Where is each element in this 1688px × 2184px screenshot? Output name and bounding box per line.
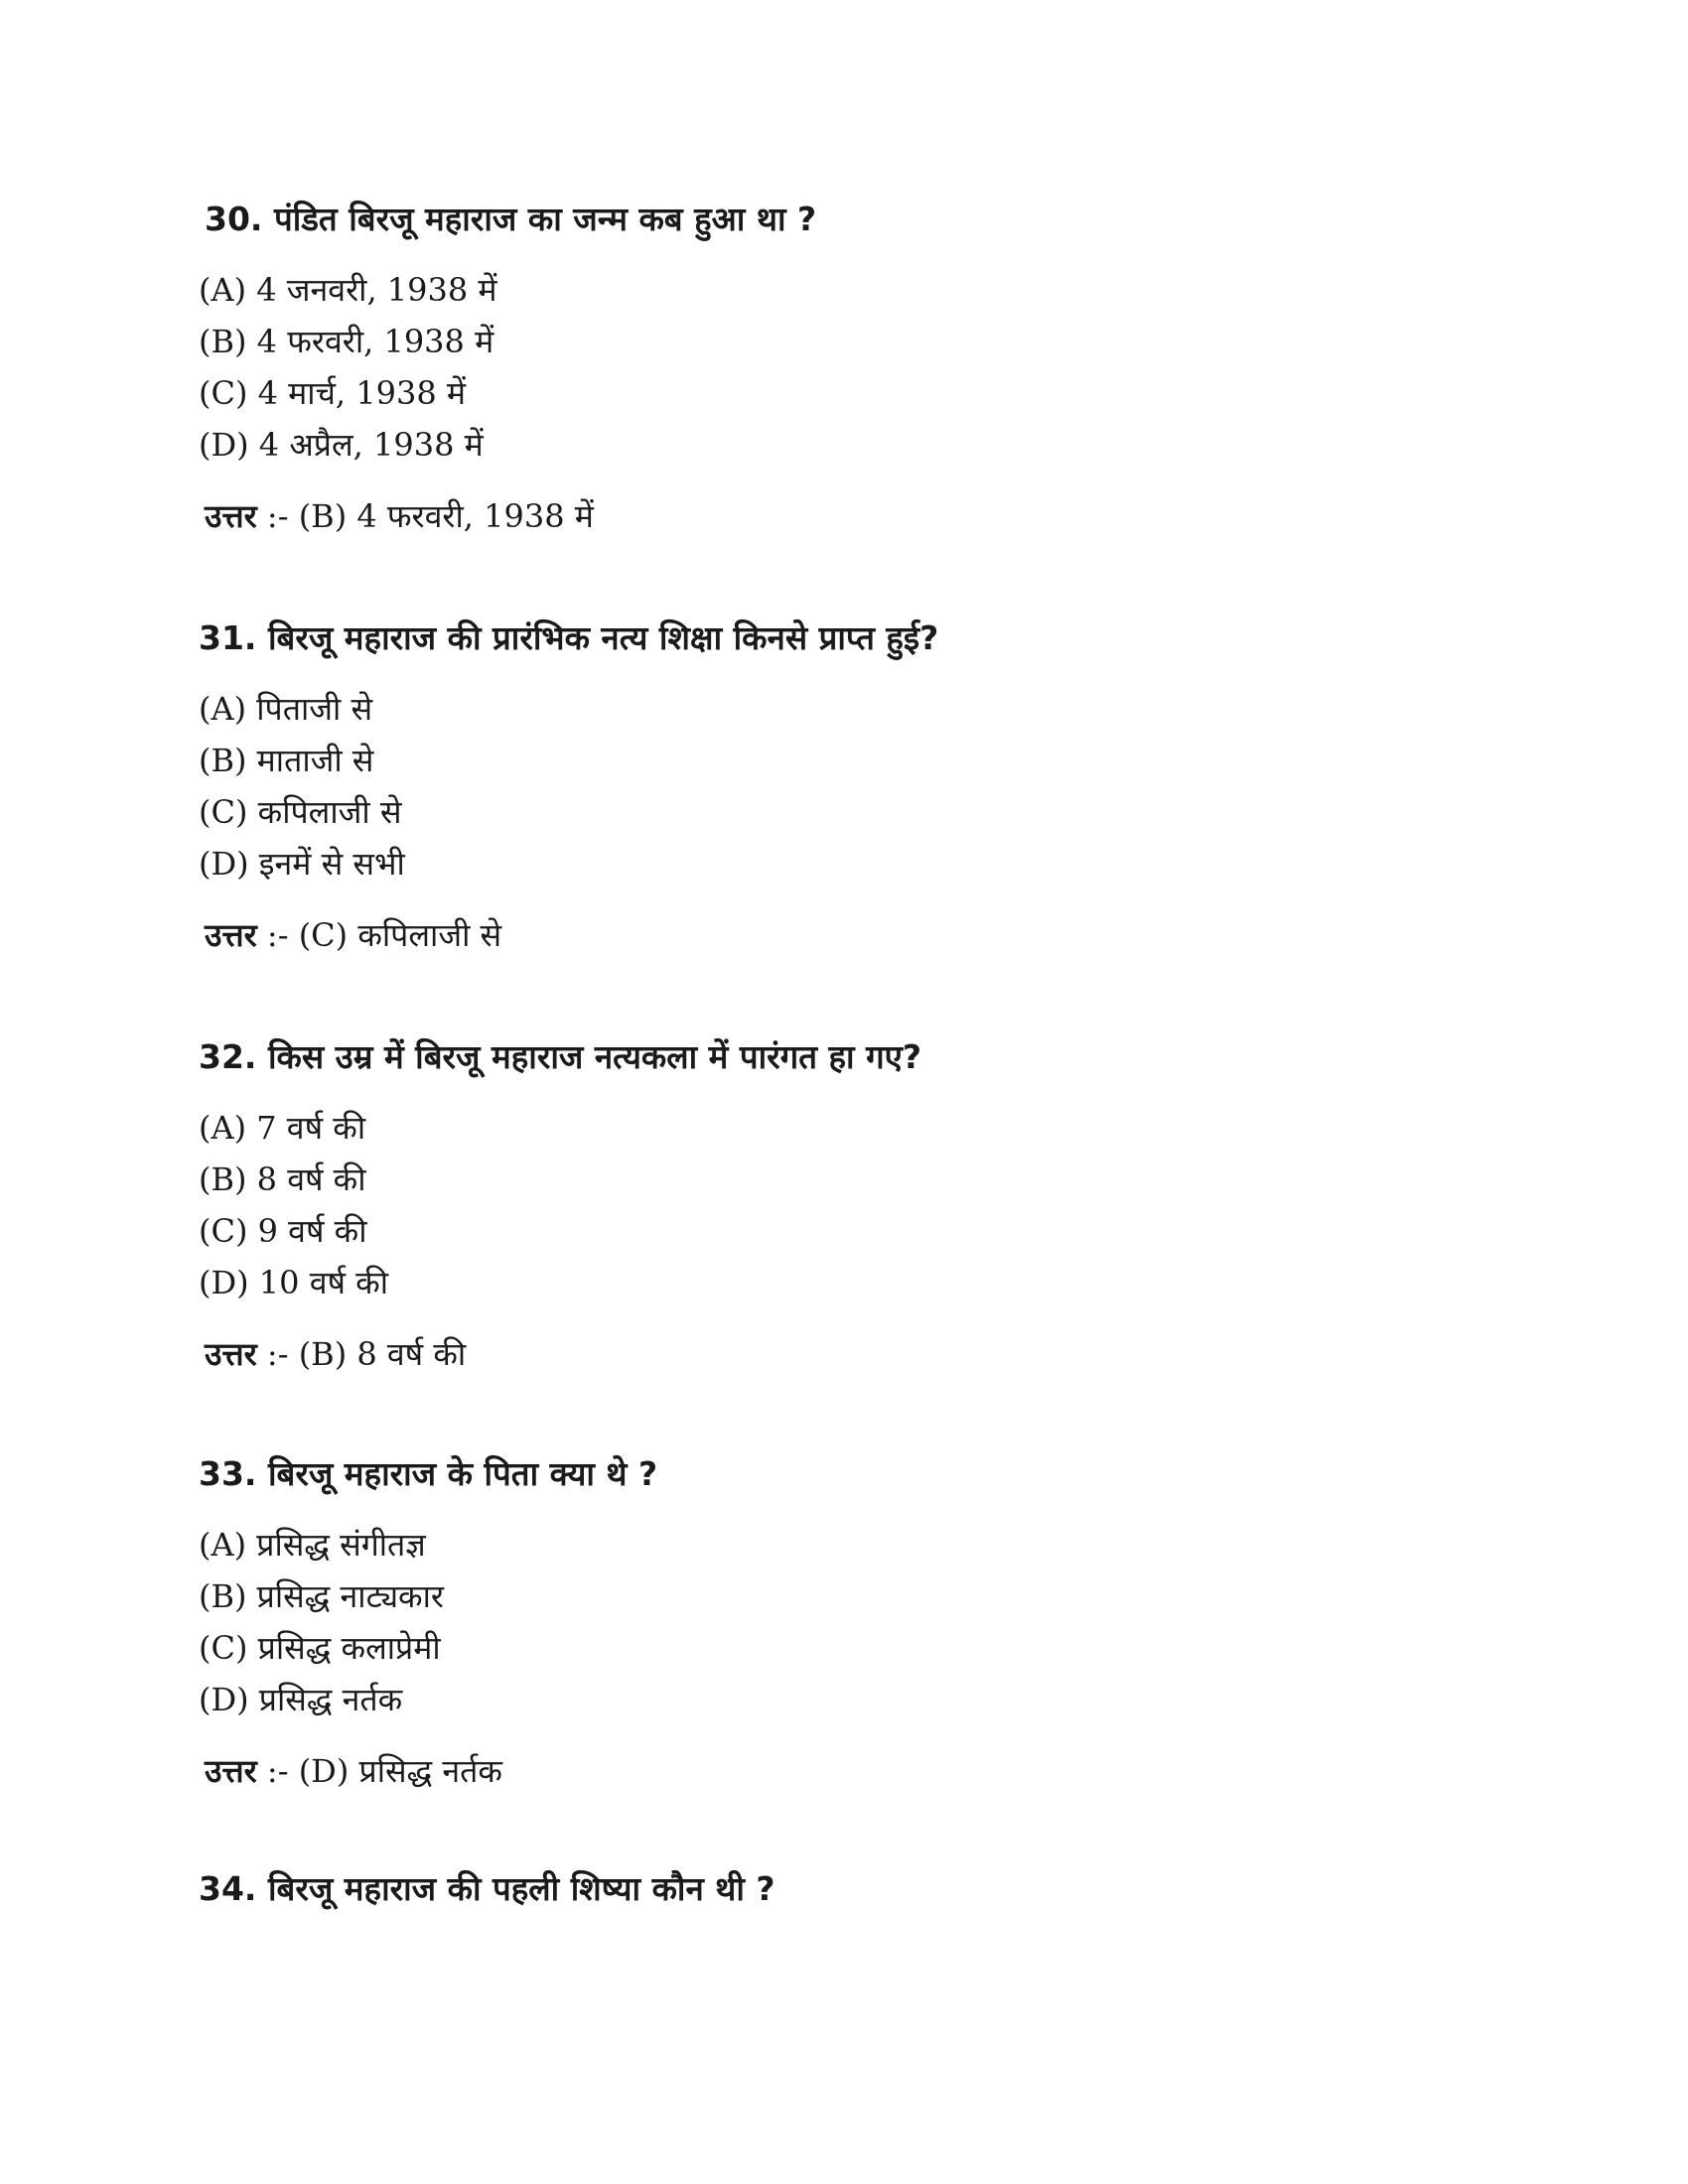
question-title: 34. बिरजू महाराज की पहली शिष्या कौन थी ? [199, 1869, 775, 1908]
option-d: (D) 4 अप्रैल, 1938 में [199, 426, 484, 464]
answer-separator: :- [256, 497, 299, 535]
question-32 [199, 1034, 1489, 1380]
question-31 [199, 615, 1489, 961]
answer-separator: :- [256, 916, 299, 954]
answer-line [199, 490, 1489, 542]
answer-separator: :- [256, 1335, 299, 1373]
option-c: (C) 9 वर्ष की [199, 1212, 367, 1250]
question-title: 32. किस उम्र में बिरजू महाराज नत्यकला में पारंगत हा गए? [199, 1037, 922, 1076]
answer-line [199, 909, 1489, 961]
option-b: (B) प्रसिद्ध नाट्यकार [199, 1577, 445, 1615]
option-a: (A) 4 जनवरी, 1938 में [199, 271, 497, 309]
answer-separator: :- [256, 1752, 299, 1790]
answer-line [199, 1328, 1489, 1380]
answer-value: (C) कपिलाजी से [298, 916, 502, 954]
question-title: 30. पंडित बिरजू महाराज का जन्म कब हुआ था ? [205, 200, 817, 238]
option-d: (D) इनमें से सभी [199, 845, 405, 883]
option-c: (C) प्रसिद्ध कलाप्रेमी [199, 1629, 441, 1667]
answer-label: उत्तर [205, 1752, 257, 1790]
option-c: (C) कपिलाजी से [199, 793, 402, 831]
option-b: (B) 8 वर्ष की [199, 1160, 366, 1198]
answer-label: उत्तर [205, 497, 257, 535]
answer-label: उत्तर [205, 1335, 257, 1373]
option-a: (A) 7 वर्ष की [199, 1109, 366, 1147]
question-title: 31. बिरजू महाराज की प्रारंभिक नत्य शिक्षा किनसे प्राप्त हुई? [199, 618, 939, 657]
option-a: (A) प्रसिद्ध संगीतज्ञ [199, 1526, 426, 1564]
answer-value: (B) 8 वर्ष की [298, 1335, 467, 1373]
answer-line [199, 1745, 1489, 1797]
option-b: (B) 4 फरवरी, 1938 में [199, 323, 494, 360]
option-a: (A) पिताजी से [199, 690, 373, 728]
question-33 [199, 1451, 1489, 1797]
option-c: (C) 4 मार्च, 1938 में [199, 374, 466, 412]
option-b: (B) माताजी से [199, 742, 374, 779]
question-34 [199, 1866, 1489, 1934]
question-30 [199, 197, 1489, 542]
answer-value: (D) प्रसिद्ध नर्तक [298, 1752, 502, 1790]
answer-label: उत्तर [205, 916, 257, 954]
answer-value: (B) 4 फरवरी, 1938 में [298, 497, 594, 535]
option-d: (D) प्रसिद्ध नर्तक [199, 1681, 403, 1718]
option-d: (D) 10 वर्ष की [199, 1264, 389, 1301]
question-title: 33. बिरजू महाराज के पिता क्या थे ? [199, 1454, 658, 1493]
